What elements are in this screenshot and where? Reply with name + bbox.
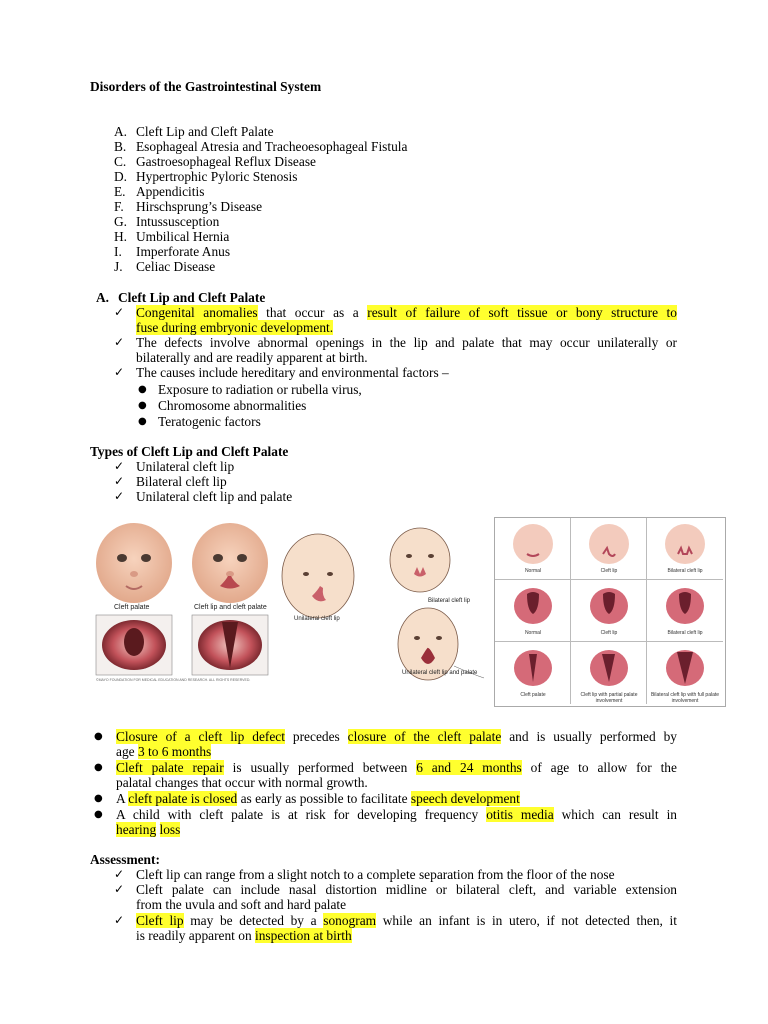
grid-cell (495, 518, 571, 580)
topic-item: Celiac Disease (136, 259, 216, 274)
topic-item: Hirschsprung’s Disease (136, 199, 263, 214)
cause-item: Teratogenic factors (158, 414, 261, 429)
cleft-diagram (647, 580, 723, 628)
topic-item: Umbilical Hernia (136, 229, 230, 244)
check-icon: ✓ (114, 459, 125, 473)
figure-caption: Cleft lip and cleft palate (194, 604, 267, 611)
cleft-diagram (571, 642, 647, 690)
bullet-icon: ● (138, 416, 147, 427)
check-icon: ✓ (114, 335, 125, 349)
topic-item: Appendicitis (136, 184, 205, 199)
topic-letter: J. (114, 259, 123, 274)
bullet-icon: ● (94, 762, 103, 773)
cleft-diagram (571, 518, 647, 566)
assessment-item-2-cont: from the uvula and soft and hard palate (136, 897, 347, 912)
topic-item: Hypertrophic Pyloric Stenosis (136, 169, 298, 184)
types-heading: Types of Cleft Lip and Cleft Palate (90, 444, 289, 459)
topic-letter: G. (114, 214, 128, 229)
check-icon: ✓ (114, 882, 125, 896)
cleft-diagram (647, 518, 723, 566)
bullet-icon: ● (138, 400, 147, 411)
check-icon: ✓ (114, 305, 125, 319)
bullet-point-1: Closure of a cleft lip defect precedes closure of the cleft palate and is usually performed by (116, 729, 677, 744)
topic-letter: H. (114, 229, 128, 244)
grid-caption: Cleft palate (520, 692, 546, 698)
highlight-text: fuse during embryonic development. (136, 320, 334, 335)
assessment-heading: Assessment: (90, 852, 160, 867)
bullet-icon: ● (138, 384, 147, 395)
topic-letter: I. (114, 244, 122, 259)
figure-caption: Cleft palate (114, 604, 150, 611)
cleft-diagram (571, 580, 647, 628)
grid-cell (571, 642, 647, 704)
topic-letter: D. (114, 169, 128, 184)
assessment-item-1: Cleft lip can range from a slight notch to a complete separation from the floor of the nose (136, 867, 615, 882)
grid-cell (647, 580, 723, 642)
cause-item: Exposure to radiation or rubella virus, (158, 382, 362, 397)
grid-cell (571, 580, 647, 642)
figure-cleft-grid (494, 517, 726, 707)
grid-cell (647, 518, 723, 580)
bullet-icon: ● (94, 793, 103, 804)
section-a-point-2-cont: bilaterally and are readily apparent at birth. (136, 350, 368, 365)
section-a-point-2: The defects involve abnormal openings in the lip and palate that may occur unilaterally or (136, 335, 677, 350)
figure-caption: Unilateral cleft lip (294, 616, 340, 622)
check-icon: ✓ (114, 867, 125, 881)
figure-baby-photos (92, 518, 274, 688)
cleft-diagram (647, 642, 723, 690)
grid-cell (647, 642, 723, 704)
bullet-point-4: A child with cleft palate is at risk for developing frequency otitis media which can result in (116, 807, 677, 822)
bullet-icon: ● (94, 731, 103, 742)
topic-letter: B. (114, 139, 127, 154)
grid-caption: Normal (524, 630, 542, 636)
check-icon: ✓ (114, 489, 125, 503)
figure-credit: ©MAYO FOUNDATION FOR MEDICAL EDUCATION AND RESEARCH. ALL RIGHTS RESERVED. (96, 678, 251, 682)
bullet-point-3: A cleft palate is closed as early as possible to facilitate speech development (116, 791, 520, 806)
assessment-item-2: Cleft palate can include nasal distortion midline or bilateral cleft, and variable extension (136, 882, 677, 897)
grid-caption: Normal (524, 568, 542, 574)
topic-letter: C. (114, 154, 127, 169)
topic-item: Cleft Lip and Cleft Palate (136, 124, 274, 139)
grid-cell (495, 642, 571, 704)
type-item: Unilateral cleft lip (136, 459, 235, 474)
topic-letter: E. (114, 184, 126, 199)
grid-caption: Cleft lip with partial palate involvement (580, 692, 638, 704)
check-icon: ✓ (114, 913, 125, 927)
topic-item: Imperforate Anus (136, 244, 231, 259)
grid-cell (495, 580, 571, 642)
figure-caption: Bilateral cleft lip (428, 598, 471, 604)
topic-letter: A. (114, 124, 128, 139)
baby-photos-illustration (92, 518, 274, 688)
cleft-diagram (495, 580, 571, 628)
grid-caption: Bilateral cleft lip with full palate involvement (650, 692, 720, 704)
type-item: Unilateral cleft lip and palate (136, 489, 293, 504)
type-item: Bilateral cleft lip (136, 474, 227, 489)
page-title: Disorders of the Gastrointestinal System (90, 79, 322, 94)
cause-item: Chromosome abnormalities (158, 398, 307, 413)
bullet-point-2: Cleft palate repair is usually performed between 6 and 24 months of age to allow for the (116, 760, 677, 775)
section-a-letter: A. (96, 290, 110, 305)
assessment-item-3: Cleft lip may be detected by a sonogram while an infant is in utero, if not detected then, it (136, 913, 677, 928)
figure-cleft-sketches (278, 518, 490, 688)
bullet-icon: ● (94, 809, 103, 820)
section-a-point-3: The causes include hereditary and environmental factors – (136, 365, 449, 380)
section-a-heading: Cleft Lip and Cleft Palate (118, 290, 266, 305)
topic-item: Gastroesophageal Reflux Disease (136, 154, 316, 169)
figure-caption: Unilateral cleft lip and palate (402, 670, 478, 676)
topic-item: Esophageal Atresia and Tracheoesophageal Fistula (136, 139, 408, 154)
check-icon: ✓ (114, 474, 125, 488)
topic-item: Intussusception (136, 214, 220, 229)
grid-caption: Cleft lip (600, 568, 618, 574)
section-a-point-1: Congenital anomalies that occur as a result of failure of soft tissue or bony structure to (136, 305, 677, 320)
cleft-diagram (495, 642, 571, 690)
grid-cell (571, 518, 647, 580)
grid-caption: Bilateral cleft lip (667, 630, 703, 636)
cleft-diagram (495, 518, 571, 566)
grid-caption: Cleft lip (600, 630, 618, 636)
bullet-point-2-cont: palatal changes that occur with normal growth. (116, 775, 368, 790)
topic-letter: F. (114, 199, 124, 214)
grid-caption: Bilateral cleft lip (667, 568, 703, 574)
check-icon: ✓ (114, 365, 125, 379)
